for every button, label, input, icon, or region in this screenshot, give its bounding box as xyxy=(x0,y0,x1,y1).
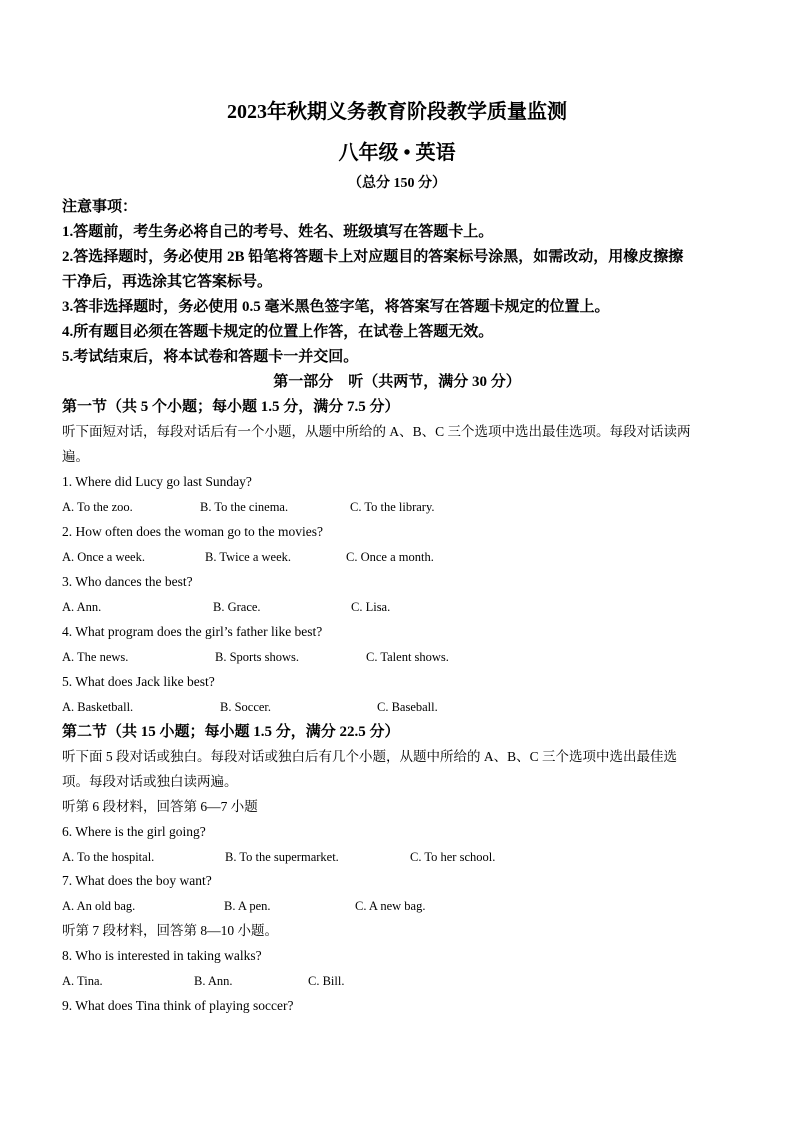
q6-option-b: B. To the supermarket. xyxy=(225,850,339,864)
q7-option-a: A. An old bag. xyxy=(62,899,136,913)
question-8: 8. Who is interested in taking walks? xyxy=(62,948,262,963)
note-1: 1.答题前，考生务必将自己的考号、姓名、班级填写在答题卡上。 xyxy=(62,224,494,240)
question-4: 4. What program does the girl’s father like best? xyxy=(62,624,323,639)
note-5: 5.考试结束后，将本试卷和答题卡一并交回。 xyxy=(62,349,359,365)
q7-option-b: B. A pen. xyxy=(224,899,271,913)
q3-option-c: C. Lisa. xyxy=(351,600,391,614)
q2-option-a: A. Once a week. xyxy=(62,550,145,564)
section-2-instructions-line-1: 听下面 5 段对话或独白。每段对话或独白后有几个小题，从题中所给的 A、B、C 三个选项中选出最佳选 xyxy=(62,749,678,764)
q4-option-b: B. Sports shows. xyxy=(215,650,300,664)
q5-option-b: B. Soccer. xyxy=(220,700,272,714)
q1-option-c: C. To the library. xyxy=(350,500,435,514)
question-5: 5. What does Jack like best? xyxy=(62,674,215,689)
q2-option-b: B. Twice a week. xyxy=(205,550,292,564)
material-6-instruction: 听第 6 段材料，回答第 6—7 小题 xyxy=(62,799,258,814)
q3-option-b: B. Grace. xyxy=(213,600,261,614)
section-1-instructions-line-1: 听下面短对话，每段对话后有一个小题，从题中所给的 A、B、C 三个选项中选出最佳选项。每段对话读两 xyxy=(62,424,691,439)
total-score: （总分 150 分） xyxy=(348,176,446,191)
section-2-heading: 第二节（共 15 小题；每小题 1.5 分，满分 22.5 分） xyxy=(62,724,400,740)
question-6: 6. Where is the girl going? xyxy=(62,824,206,839)
exam-title: 2023年秋期义务教育阶段教学质量监测 xyxy=(227,101,567,123)
q3-option-a: A. Ann. xyxy=(62,600,102,614)
q4-option-a: A. The news. xyxy=(62,650,129,664)
q4-option-c: C. Talent shows. xyxy=(366,650,449,664)
q8-option-b: B. Ann. xyxy=(194,974,233,988)
exam-subtitle: 八年级 • 英语 xyxy=(338,142,456,164)
q6-option-c: C. To her school. xyxy=(410,850,496,864)
q6-option-a: A. To the hospital. xyxy=(62,850,155,864)
question-1: 1. Where did Lucy go last Sunday? xyxy=(62,474,252,489)
question-3: 3. Who dances the best? xyxy=(62,574,193,589)
part-1-heading: 第一部分 听（共两节，满分 30 分） xyxy=(273,374,521,390)
q1-option-a: A. To the zoo. xyxy=(62,500,133,514)
notes-heading: 注意事项： xyxy=(62,199,138,215)
q2-option-c: C. Once a month. xyxy=(346,550,434,564)
q5-option-a: A. Basketball. xyxy=(62,700,134,714)
section-2-instructions-line-2: 项。每段对话或独白读两遍。 xyxy=(62,774,238,789)
question-7: 7. What does the boy want? xyxy=(62,873,212,888)
note-2-line-1: 2.答选择题时，务必使用 2B 铅笔将答题卡上对应题目的答案标号涂黑，如需改动，用橡皮擦擦 xyxy=(62,249,684,265)
note-4: 4.所有题目必须在答题卡规定的位置上作答，在试卷上答题无效。 xyxy=(62,324,494,340)
note-3: 3.答非选择题时，务必使用 0.5 毫米黑色签字笔，将答案写在答题卡规定的位置上。 xyxy=(62,299,610,315)
q5-option-c: C. Baseball. xyxy=(377,700,438,714)
q7-option-c: C. A new bag. xyxy=(355,899,426,913)
q8-option-c: C. Bill. xyxy=(308,974,345,988)
question-9: 9. What does Tina think of playing soccer? xyxy=(62,998,294,1013)
question-2: 2. How often does the woman go to the movies? xyxy=(62,524,323,539)
note-2-line-2: 干净后，再选涂其它答案标号。 xyxy=(62,274,273,290)
q8-option-a: A. Tina. xyxy=(62,974,103,988)
material-7-instruction: 听第 7 段材料，回答第 8—10 小题。 xyxy=(62,923,278,938)
section-1-instructions-line-2: 遍。 xyxy=(62,449,89,464)
section-1-heading: 第一节（共 5 个小题；每小题 1.5 分，满分 7.5 分） xyxy=(62,399,400,415)
q1-option-b: B. To the cinema. xyxy=(200,500,289,514)
